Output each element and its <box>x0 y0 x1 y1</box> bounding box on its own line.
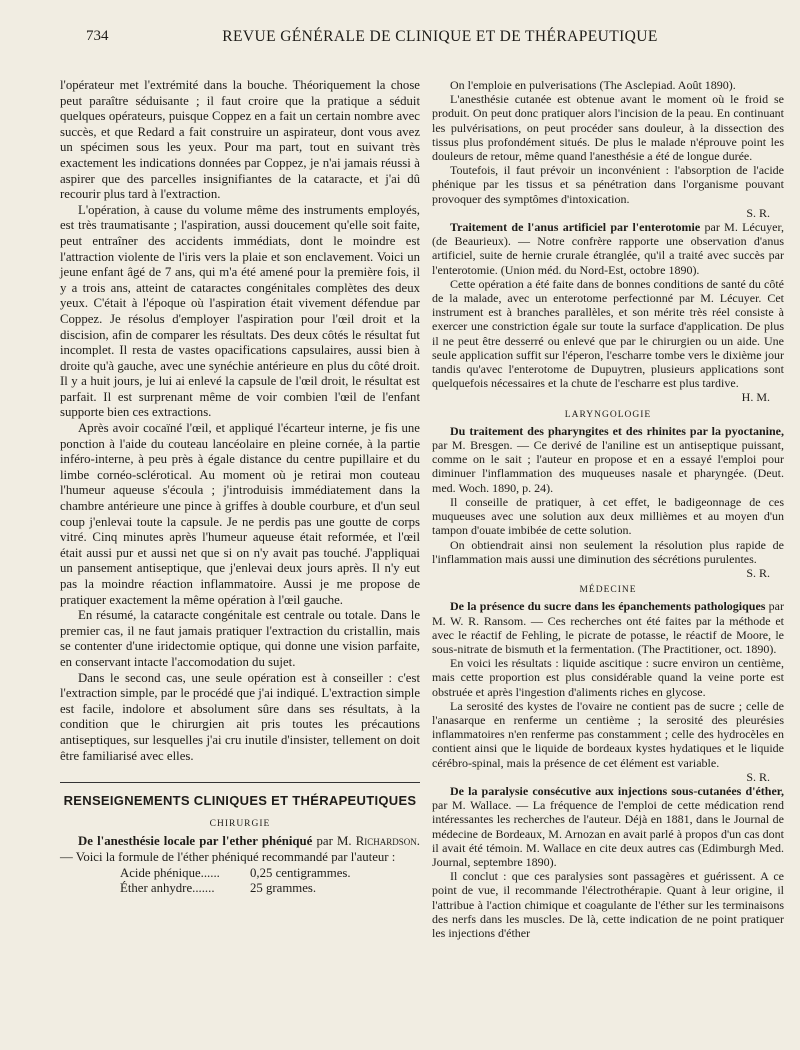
formula-row: Acide phénique...... 0,25 centigrammes. <box>120 865 351 880</box>
section-divider <box>60 782 420 783</box>
article-title: Traitement de l'anus artificiel par l'enterotomie <box>450 220 701 235</box>
page-header <box>0 28 800 56</box>
paragraph: Il conclut : que ces paralysies sont passagères et guérissent. A ce point de vue, il recommande l'électrothérapie. Quant à leur origine, il l'attribue à l'action chimique et coagulante de l'éther sur les terminaisons des nerfs dans les muscles. De là, cette indication de ne point pratiquer les injections d'éther <box>432 869 784 940</box>
paragraph: Toutefois, il faut prévoir un inconvénient : l'absorption de l'acide phénique par les tissus et sa pénétration dans l'organisme pouvant provoquer des symptômes d'intoxication. <box>432 163 784 206</box>
paragraph: Cette opération a été faite dans de bonnes conditions de santé du côté de la malade, avec un enterotome perfectionné par M. Lécuyer. Cet instrument est à branches parallèles, et son mérite très réel consiste à exercer une constriction égale sur toute la surface d'application. De plus il ne peut être desserré ou enlevé que par le chirurgien ou un aide. Une seule application suffit sur l'éperon, l'escharre tombe vers le dixième jour tandis qu'avec l'enterotome de Dupuytren, plusieurs applications sont quelquefois nécessaires et la chute de l'escharre est plus tardive. <box>432 276 784 391</box>
paragraph: On obtiendrait ainsi non seulement la résolution plus rapide de l'inflammation mais aussi une diminution des sécrétions purulentes. <box>432 537 784 566</box>
paragraph: Après avoir cocaïné l'œil, et appliqué l'écarteur interne, je fis une ponction à l'aide du couteau lancéolaire en pleine cornée, à la partie inféro-interne, à peu près à égale distance du centre pupillaire et du limbe cornéo-sclérotical. Au moment où je retirai mon couteau l'humeur aqueuse s'écoula ; j'introduisis immédiatement dans la chambre antérieure une pince à griffes à double courbure, et d'un seul coup j'enlevai toute la capsule. Je ne perdis pas une goutte de corps vitré. Cinq minutes après l'humeur aqueuse était reformée, et l'œil était aussi pur et aussi net que si on n'y avait pas touché. J'appliquai un pansement antiseptique, que j'enlevai deux jours après. Il n'y eut pas la moindre réaction inflammatoire. Aussi je me propose de pratiquer exactement la même opération à l'œil gauche. <box>60 421 420 607</box>
paragraph: On l'emploie en pulverisations (The Asclepiad. Août 1890). <box>450 78 736 92</box>
subsection-label: CHIRURGIE <box>209 818 271 829</box>
paragraph: Dans le second cas, une seule opération est à conseiller : c'est l'extraction simple, par le procédé que j'ai indiqué. L'extraction simple est facile, indolore et absolument sûre dans ses résultats, à la condition que le chirurgien ait pris toutes les précautions antiseptiques, sur lesquelles j'ai cru inutile d'insister, tellement on doit être familiarisé avec elles. <box>60 670 420 763</box>
signature: S. R. <box>746 565 770 580</box>
article-paragraph: De l'anesthésie locale par l'ether phéniqué par M. Richardson. — Voici la formule de l'éther phéniqué recommandé par l'auteur : <box>60 834 421 864</box>
article-title: Du traitement des pharyngites et des rhinites par la pyoctanine, <box>450 423 784 438</box>
article-paragraph: Traitement de l'anus artificiel par l'enterotomie par M. Lécuyer, (de Beaurieux). — Notre confrère rapporte une observation d'anus artificiel, suite de hernie crurale étranglée, qu'il a traité avec succès par l'enterotomie. (Union méd. du Nord-Est, octobre 1890). <box>432 220 784 277</box>
signature: H. M. <box>741 390 770 405</box>
article-paragraph: De la paralysie consécutive aux injections sous-cutanées d'éther, par M. Wallace. — La fréquence de l'emploi de cette médication rend intéressantes les recherches de l'auteur. Déjà en 1881, dans le Journal de médecine de Bordeaux, M. Arnozan en avait parlé à propos d'un cas dont il avait été témoin. M. Wallace en cite deux autres cas (Edimburgh Med. Journal, septembre 1890). <box>432 783 784 869</box>
paragraph: La serosité des kystes de l'ovaire ne contient pas de sucre ; celle de l'anasarque en renferme un centième ; la serosité des pleurésies inflammatoires n'en renferme pas constamment ; celle des hydrocèles en contient ainsi que le liquide de bordeaux kystes hydatiques et le liquide cérébro-spinal, mais la présence de cet élément est variable. <box>432 698 784 770</box>
article-paragraph: De la présence du sucre dans les épanchements pathologiques par M. W. R. Ransom. — Ces recherches ont été faites par la méthode et avec le réactif de Fehling, le picrate de potasse, le réactif de Moore, le sous-nitrate de bismuth et la fermentation. (The Practitioner, oct. 1890). <box>432 599 784 656</box>
paragraph: l'opérateur met l'extrémité dans la bouche. Théoriquement la chose peut paraître séduisante ; il faut croire que la pratique a séduit quelques opérateurs, puisque Coppez en a fait un certain nombre avec succès, et que Redard a fait construire un aspirateur, dont vous avez un spécimen sous les yeux. Pour ma part, tout en suivant très exactement les indications données par Coppez, je n'ai jamais réussi à aspirer que des parcelles insignifiantes de la cataracte, et j'ai dû recourir plus tard à l'extraction. <box>60 78 420 202</box>
article-title: De la présence du sucre dans les épanchements pathologiques <box>450 599 766 614</box>
signature: S. R. <box>746 769 770 784</box>
left-column <box>60 78 420 897</box>
page-number: 734 <box>86 28 109 44</box>
paragraph: En voici les résultats : liquide ascitique : sucre environ un centième, mais cette proportion est plus considérable quand la veine porte est obstruée et après l'ingestion d'aliments riches en glycose. <box>432 656 784 699</box>
article-paragraph: Du traitement des pharyngites et des rhinites par la pyoctanine, par M. Bresgen. — Ce derivé de l'aniline est un antiseptique puissant, comme on le sait ; l'auteur en propose et en a essayé l'emploi pour diminuer l'inflammation des muqueuses nasale et pharyngée. (Deut. med. Woch. 1890, p. 24). <box>432 423 784 495</box>
article-title: De l'anesthésie locale par l'ether phéniqué <box>78 834 313 849</box>
formula <box>60 866 420 897</box>
subsection-label: MÉDECINE <box>579 585 637 596</box>
formula-row: Éther anhydre....... 25 grammes. <box>120 881 317 896</box>
running-title: REVUE GÉNÉRALE DE CLINIQUE ET DE THÉRAPEUTIQUE <box>222 28 658 45</box>
paragraph: L'opération, à cause du volume même des instruments employés, est très traumatisante ; l'aspiration, aussi doucement qu'elle soit faite, peut entraîner des accidents immédiats, dont le moindre est l'attraction violente de l'iris vers la plaie et son enclavement. Voici un jeune enfant âgé de 7 ans, qui m'a été amené pour la première fois, il y a trois ans, atteint de cataractes congénitales complètes des deux yeux. C'était à l'époque où l'aspiration était vivement défendue par Coppez. Je résolus d'employer l'aspiration pour l'œil droit et la discision, afin de comparer les résultats. Des deux côtés le résultat fut incomplet. Il resta de vastes opacifications capsulaires, aussi bien à droite qu'à gauche, avec une synéchie antérieure en plus du côté droit. Il y a huit jours, je lui ai enlevé la capsule de l'œil droit, le résultat est parfait. Il est surprenant même de voir combien l'œil de l'enfant supporte bien ces extractions. <box>60 202 420 420</box>
article-title: De la paralysie consécutive aux injections sous-cutanées d'éther, <box>450 783 784 798</box>
right-column <box>432 78 784 940</box>
subsection-label: LARYNGOLOGIE <box>564 409 652 420</box>
paragraph: L'anesthésie cutanée est obtenue avant le moment où le froid se produit. On peut donc pratiquer alors l'incision de la peau. En continuant les pulvérisations, on peut procéder sans douleur, à la dissection des tissus plus profondément situés. De plus le malade n'éprouve point les douleurs de retour, même quand l'anesthésie a été de longue durée. <box>432 92 784 164</box>
paragraph: En résumé, la cataracte congénitale est centrale ou totale. Dans le premier cas, il ne faut jamais pratiquer l'extraction du cristallin, mais se contenter d'une iridectomie optique, qui donne une vision parfaite, en conservant intacte l'accomodation du sujet. <box>60 608 420 669</box>
section-heading: RENSEIGNEMENTS CLINIQUES ET THÉRAPEUTIQUES <box>63 793 417 809</box>
paragraph: Il conseille de pratiquer, à cet effet, le badigeonnage de ces muqueuses avec une solution aux deux millièmes et au moyen d'un tampon d'ouate imbibée de cette solution. <box>432 494 784 538</box>
article-author: Richardson. <box>355 834 421 849</box>
signature: S. R. <box>746 205 770 220</box>
